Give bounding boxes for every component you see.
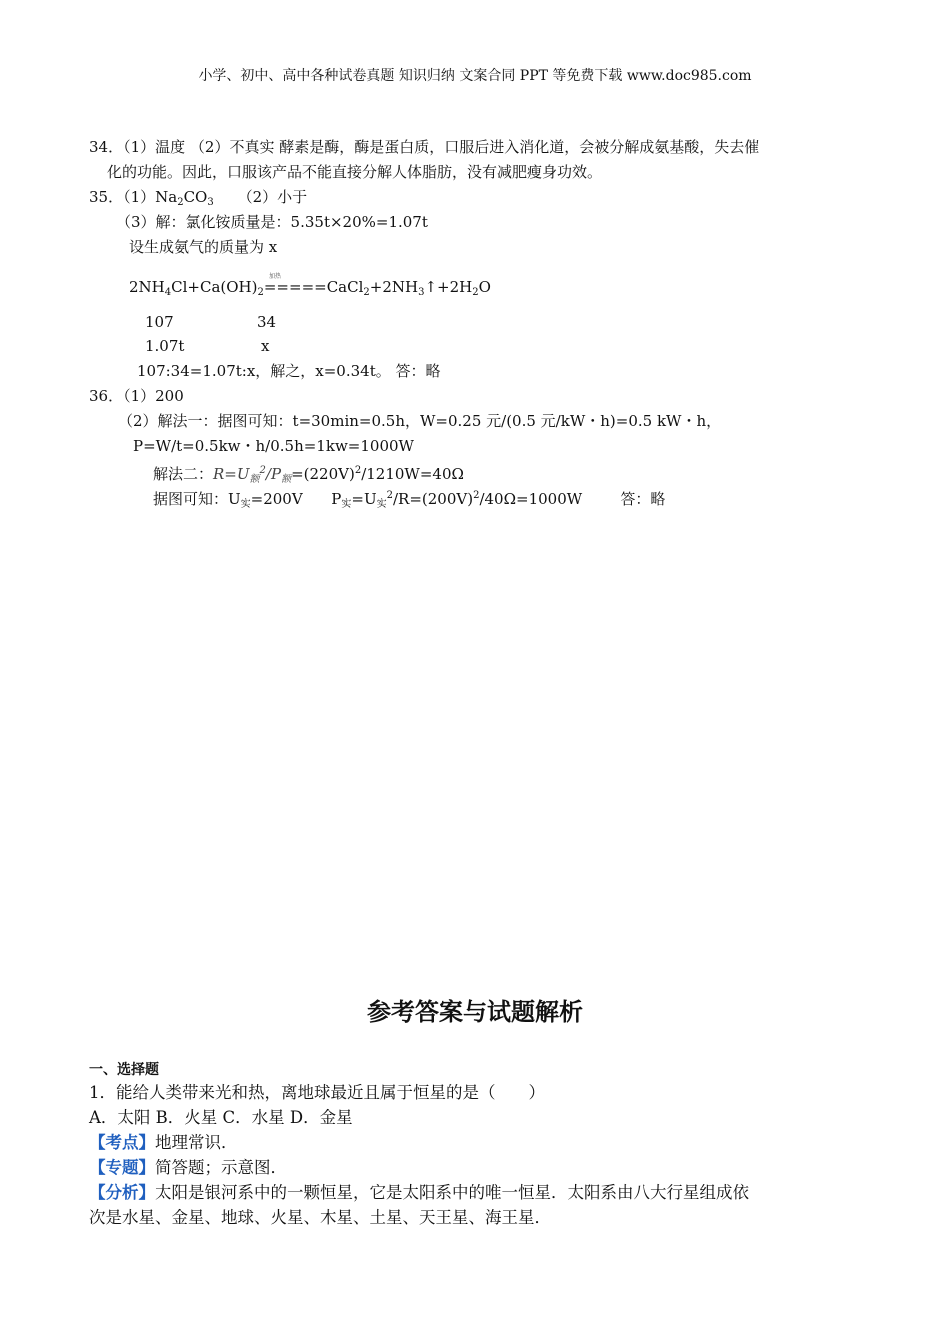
fenxi-row <box>89 1181 749 1205</box>
eq-part-a: 2NH <box>129 278 165 296</box>
method2-label: 解法二： <box>153 465 214 483</box>
eq-part-b: Cl+Ca(OH) <box>171 278 258 296</box>
actual-sup2: 2 <box>473 490 480 501</box>
zhuanti-tag: 【专题】 <box>89 1158 155 1177</box>
actual-sup1: 2 <box>386 490 393 501</box>
eq-part-e: ↑+2H <box>424 278 473 296</box>
answer-35-text-a: 35．（1）Na <box>89 188 178 206</box>
section-heading: 一、选择题 <box>89 1062 159 1078</box>
answer-35-1 <box>89 187 307 213</box>
ratio-x: x <box>261 337 270 355</box>
eq-part-d: +2NH <box>369 278 419 296</box>
answer-36-2: （2）解法一：据图可知：t=30min=0.5h，W=0.25 元/(0.5 元/kW・h)=0.5 kW・h， <box>118 412 722 430</box>
method2-sub1: 额 <box>249 474 260 485</box>
ratio-107: 107 <box>145 313 174 331</box>
actual-sub2: 实 <box>341 499 352 510</box>
question-1: 1．能给人类带来光和热，离地球最近且属于恒星的是（ ） <box>89 1083 545 1102</box>
actual-end: /40Ω=1000W 答：略 <box>479 490 666 508</box>
ratio-107t: 1.07t <box>145 337 185 355</box>
eq-part-c: =====CaCl <box>263 278 364 296</box>
answer-35-sub2: 2 <box>177 197 184 208</box>
eq-sub-b: 2 <box>257 287 264 298</box>
explanation-title: 参考答案与试题解析 <box>367 998 583 1026</box>
answer-35-3: （3）解：氯化铵质量是：5.35t×20%=1.07t <box>116 213 428 231</box>
chemical-equation <box>129 278 491 298</box>
actual-sub1: 实 <box>240 499 251 510</box>
eq-sub-e: 2 <box>472 287 479 298</box>
method2-sup1: 2 <box>259 465 266 476</box>
reaction-condition: 加热 <box>269 273 282 280</box>
answer-35-set: 设生成氨气的质量为 x <box>129 238 278 256</box>
answer-36-3: P=W/t=0.5kw・h/0.5h=1kw=1000W <box>133 437 414 455</box>
answer-34-line1: 34．（1）温度 （2）不真实 酵素是酶，酶是蛋白质，口服后进入消化道，会被分解成氨基酸，失去催 <box>89 138 760 156</box>
answer-35-sub3: 3 <box>207 197 214 208</box>
actual-b: =200V P <box>250 490 342 508</box>
eq-sub-d: 3 <box>418 287 425 298</box>
method2-sup2: 2 <box>354 465 362 476</box>
method2-value: =(220V) <box>291 465 355 483</box>
fenxi-tag: 【分析】 <box>89 1183 155 1202</box>
actual-c: =U <box>351 490 377 508</box>
answer-34-line2: 化的功能。因此，口服该产品不能直接分解人体脂肪，没有减肥瘦身功效。 <box>107 163 603 181</box>
answer-35-text-b: CO <box>183 188 208 206</box>
actual-sub3: 实 <box>376 499 387 510</box>
eq-sub-c: 2 <box>363 287 370 298</box>
kaodian-tag: 【考点】 <box>89 1133 155 1152</box>
ratio-34: 34 <box>257 313 277 331</box>
eq-part-f: O <box>478 278 491 296</box>
answer-36-actual <box>153 486 665 515</box>
ratio-solve: 107:34=1.07t:x，解之，x=0.34t。 答：略 <box>137 362 441 380</box>
answer-36-1: 36．（1）200 <box>89 387 184 405</box>
eq-sub-a: 4 <box>164 287 172 298</box>
method2-p: /P <box>265 465 282 483</box>
zhuanti-text: 简答题；示意图． <box>155 1158 287 1177</box>
method2-r: R=U <box>213 465 250 483</box>
actual-a: 据图可知：U <box>153 490 241 508</box>
actual-d: /R=(200V) <box>392 490 474 508</box>
zhuanti-row <box>89 1156 287 1180</box>
fenxi-text-2: 次是水星、金星、地球、火星、木星、土星、天王星、海王星． <box>89 1208 551 1227</box>
kaodian-row <box>89 1131 238 1155</box>
page-header: 小学、初中、高中各种试卷真题 知识归纳 文案合同 PPT 等免费下载 www.doc985.com <box>198 68 752 84</box>
method2-end: /1210W=40Ω <box>361 465 464 483</box>
method2-sub2: 额 <box>281 474 292 485</box>
fenxi-text-1: 太阳是银河系中的一颗恒星，它是太阳系中的唯一恒星．太阳系由八大行星组成依 <box>155 1183 749 1202</box>
answer-35-text-c: （2）小于 <box>213 188 308 206</box>
kaodian-text: 地理常识． <box>155 1133 238 1152</box>
question-1-options: A．太阳 B．火星 C．水星 D．金星 <box>89 1108 353 1127</box>
